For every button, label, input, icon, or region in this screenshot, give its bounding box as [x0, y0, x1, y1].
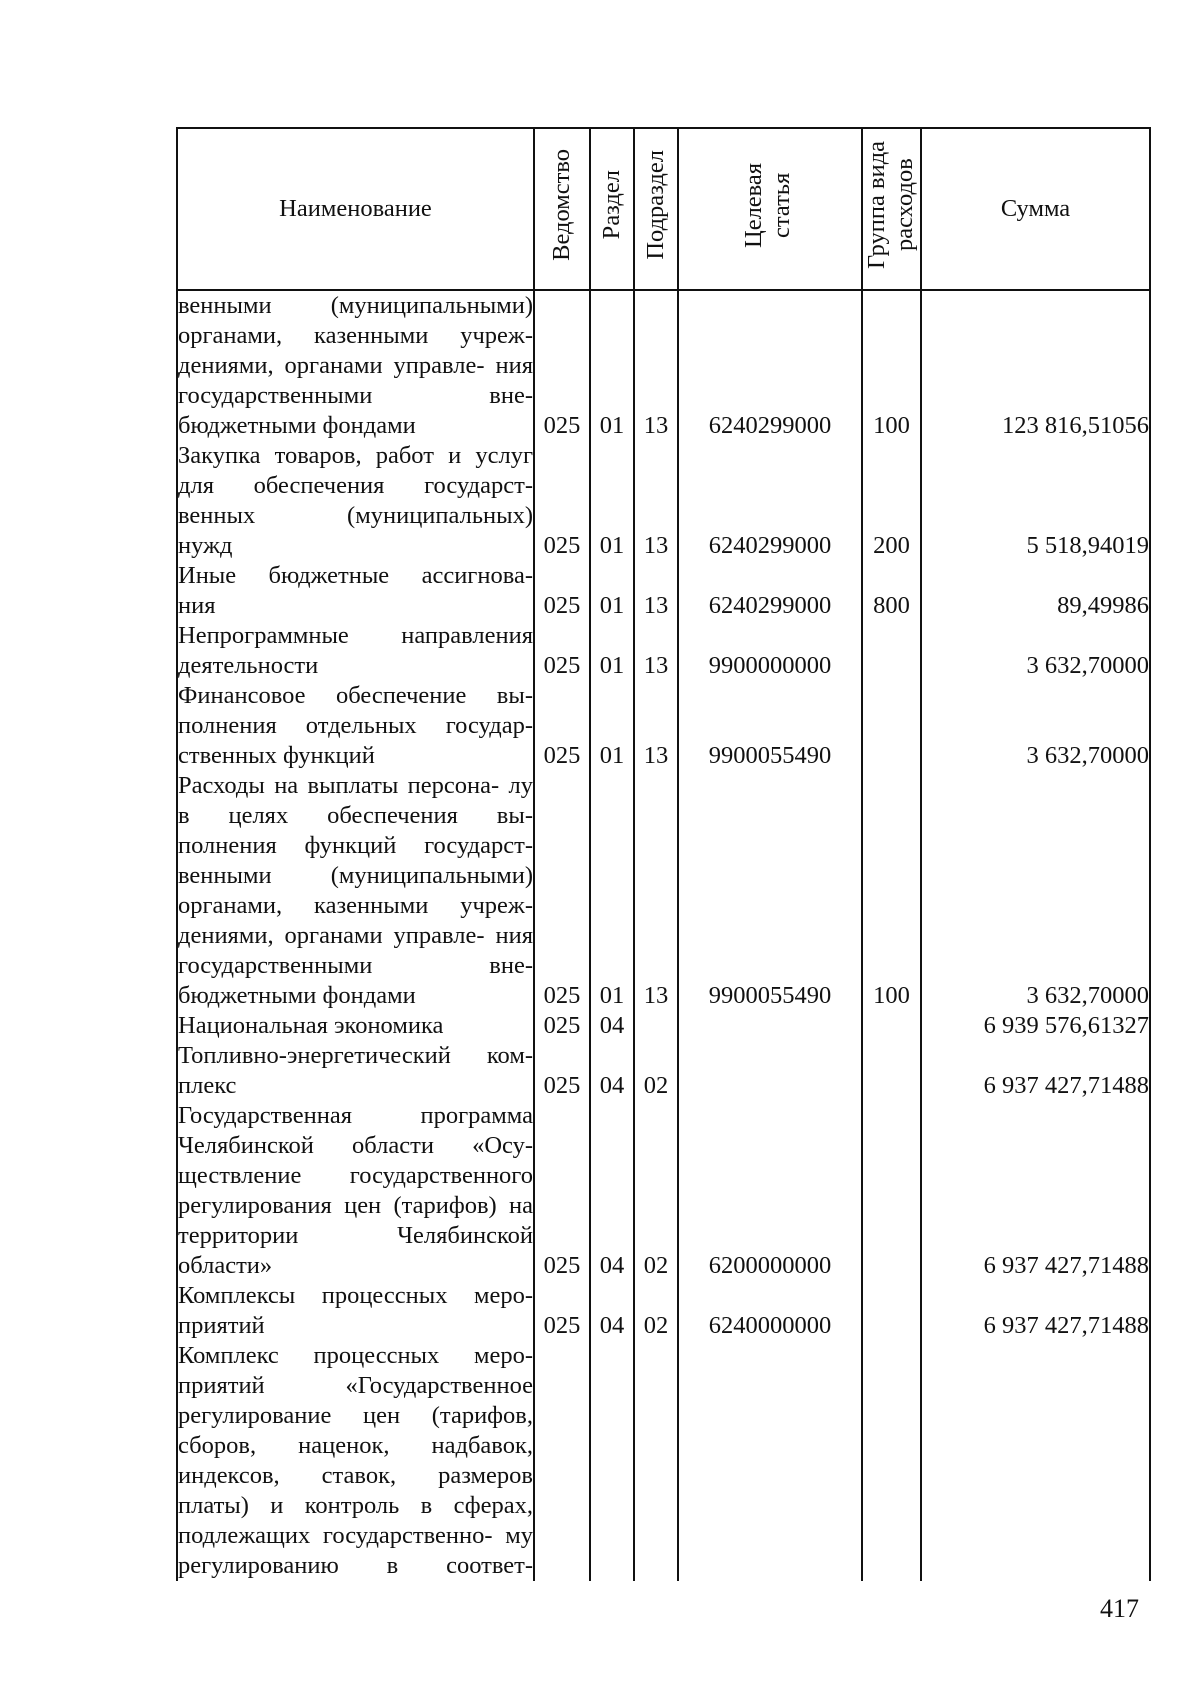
row-gruppa	[862, 1101, 921, 1281]
header-vedomstvo-label: Ведомство	[548, 149, 575, 261]
row-vedomstvo: 025	[534, 1281, 590, 1341]
row-name	[177, 681, 534, 771]
table-row	[177, 441, 1150, 561]
row-name	[177, 1341, 534, 1581]
row-name	[177, 290, 534, 441]
row-name-line: регулирование цен (тарифов,	[178, 1402, 533, 1429]
row-gruppa	[862, 1041, 921, 1101]
row-name-line: Челябинской области «Осу-	[178, 1132, 533, 1159]
row-summa: 123 816,51056	[921, 290, 1150, 441]
row-summa: 3 632,70000	[921, 621, 1150, 681]
row-gruppa	[862, 1011, 921, 1041]
row-name-line: приятий «Государственное	[178, 1372, 533, 1399]
row-podrazdel: 02	[634, 1041, 678, 1101]
row-name-line: бюджетными фондами	[178, 412, 416, 439]
row-vedomstvo: 025	[534, 561, 590, 621]
header-name: Наименование	[177, 128, 534, 290]
row-name-line: деятельности	[178, 652, 319, 679]
row-name-line: Иные бюджетные ассигнова-	[178, 562, 533, 589]
row-name	[177, 441, 534, 561]
row-name-line: ственных функций	[178, 742, 375, 769]
row-summa: 5 518,94019	[921, 441, 1150, 561]
row-gruppa	[862, 681, 921, 771]
row-gruppa	[862, 1281, 921, 1341]
header-gruppa	[862, 128, 921, 290]
row-celevaya	[678, 1011, 862, 1041]
row-vedomstvo	[534, 1341, 590, 1581]
row-name-line: области»	[178, 1252, 273, 1279]
row-name-line: индексов, ставок, размеров	[178, 1462, 533, 1489]
row-name	[177, 621, 534, 681]
table-row	[177, 771, 1150, 1011]
row-name-line: Непрограммные направления	[178, 622, 533, 649]
table-row	[177, 561, 1150, 621]
row-celevaya: 9900055490	[678, 681, 862, 771]
row-name-line: Закупка товаров, работ и услуг	[178, 442, 533, 469]
row-name-line: ния государственными вне-	[178, 922, 533, 979]
row-podrazdel: 13	[634, 441, 678, 561]
header-celevaya	[678, 128, 862, 290]
row-celevaya	[678, 1041, 862, 1101]
row-name-line: Государственная программа	[178, 1102, 533, 1129]
row-celevaya: 6240299000	[678, 441, 862, 561]
row-podrazdel: 13	[634, 771, 678, 1011]
table-row	[177, 681, 1150, 771]
row-name-line: платы) и контроль в сферах,	[178, 1492, 533, 1519]
row-gruppa: 100	[862, 771, 921, 1011]
row-summa: 3 632,70000	[921, 771, 1150, 1011]
row-name-line: полнения отдельных государ-	[178, 712, 533, 739]
row-vedomstvo: 025	[534, 290, 590, 441]
row-podrazdel: 13	[634, 681, 678, 771]
header-podrazdel-label: Подраздел	[642, 150, 669, 260]
row-name-line: подлежащих государственно-	[178, 1522, 493, 1549]
table-row	[177, 1281, 1150, 1341]
row-vedomstvo: 025	[534, 621, 590, 681]
row-vedomstvo: 025	[534, 771, 590, 1011]
row-name-line: Финансовое обеспечение вы-	[178, 682, 533, 709]
row-summa: 6 939 576,61327	[921, 1011, 1150, 1041]
row-celevaya	[678, 1341, 862, 1581]
row-razdel: 01	[590, 771, 634, 1011]
row-podrazdel: 13	[634, 621, 678, 681]
row-podrazdel	[634, 1341, 678, 1581]
table-row	[177, 1011, 1150, 1041]
row-vedomstvo: 025	[534, 681, 590, 771]
header-summa: Сумма	[921, 128, 1150, 290]
row-vedomstvo: 025	[534, 1011, 590, 1041]
row-name-line: Топливно-энергетический ком-	[178, 1042, 533, 1069]
row-name-line: регулирования цен (тарифов)	[178, 1192, 497, 1219]
row-gruppa: 800	[862, 561, 921, 621]
row-name-line: дениями, органами управле-	[178, 352, 485, 379]
row-celevaya: 9900055490	[678, 771, 862, 1011]
row-razdel: 04	[590, 1011, 634, 1041]
row-gruppa: 100	[862, 290, 921, 441]
row-name-line: венными (муниципальными)	[178, 862, 533, 889]
row-name-line: Расходы на выплаты персона-	[178, 772, 500, 799]
row-name-line: лу в целях обеспечения вы-	[178, 772, 534, 829]
table-row	[177, 1101, 1150, 1281]
row-razdel: 04	[590, 1281, 634, 1341]
row-name	[177, 1281, 534, 1341]
header-podrazdel	[634, 128, 678, 290]
row-name-line: органами, казенными учреж-	[178, 322, 533, 349]
row-name	[177, 1041, 534, 1101]
row-razdel	[590, 1341, 634, 1581]
row-name	[177, 1101, 534, 1281]
row-name-line: Комплекс процессных меро-	[178, 1342, 533, 1369]
budget-table	[176, 127, 1151, 1581]
row-razdel: 04	[590, 1041, 634, 1101]
row-celevaya: 6200000000	[678, 1101, 862, 1281]
row-name	[177, 561, 534, 621]
header-razdel-label: Раздел	[598, 170, 625, 240]
row-celevaya: 6240299000	[678, 290, 862, 441]
row-podrazdel: 02	[634, 1281, 678, 1341]
row-vedomstvo: 025	[534, 1101, 590, 1281]
row-summa: 6 937 427,71488	[921, 1041, 1150, 1101]
row-celevaya: 6240000000	[678, 1281, 862, 1341]
row-summa: 6 937 427,71488	[921, 1281, 1150, 1341]
row-name-line: ния государственными вне-	[178, 352, 533, 409]
row-name-line: венных (муниципальных)	[178, 502, 533, 529]
row-name-line: Комплексы процессных меро-	[178, 1282, 533, 1309]
table-row	[177, 1041, 1150, 1101]
row-celevaya: 6240299000	[678, 561, 862, 621]
table-row	[177, 621, 1150, 681]
row-summa: 89,49986	[921, 561, 1150, 621]
row-name-line: дениями, органами управле-	[178, 922, 485, 949]
header-celevaya-label: Целевая статья	[740, 162, 795, 248]
row-gruppa	[862, 1341, 921, 1581]
row-razdel: 01	[590, 561, 634, 621]
table-row	[177, 290, 1150, 441]
row-name-line: венными (муниципальными)	[178, 292, 533, 319]
row-name-line: бюджетными фондами	[178, 982, 416, 1009]
header-razdel	[590, 128, 634, 290]
row-name-line: органами, казенными учреж-	[178, 892, 533, 919]
row-vedomstvo: 025	[534, 1041, 590, 1101]
row-podrazdel	[634, 1011, 678, 1041]
row-name-line: Национальная экономика	[178, 1012, 444, 1039]
row-celevaya: 9900000000	[678, 621, 862, 681]
row-razdel: 01	[590, 621, 634, 681]
row-razdel: 01	[590, 681, 634, 771]
row-name-line: плекс	[178, 1072, 237, 1099]
row-name-line: сборов, наценок, надбавок,	[178, 1432, 533, 1459]
row-razdel: 04	[590, 1101, 634, 1281]
row-name	[177, 771, 534, 1011]
row-summa	[921, 1341, 1150, 1581]
row-name-line: приятий	[178, 1312, 265, 1339]
row-podrazdel: 13	[634, 290, 678, 441]
row-summa: 6 937 427,71488	[921, 1101, 1150, 1281]
table-row	[177, 1341, 1150, 1581]
row-gruppa	[862, 621, 921, 681]
header-gruppa-label: Группа вида расходов	[863, 140, 918, 270]
row-razdel: 01	[590, 290, 634, 441]
row-podrazdel: 13	[634, 561, 678, 621]
row-summa: 3 632,70000	[921, 681, 1150, 771]
row-gruppa: 200	[862, 441, 921, 561]
row-name-line: му регулированию в соответ-	[178, 1522, 533, 1579]
row-name-line: ния	[178, 592, 216, 619]
row-name	[177, 1011, 534, 1041]
row-name-line: ществление государственного	[178, 1162, 533, 1189]
row-vedomstvo: 025	[534, 441, 590, 561]
row-razdel: 01	[590, 441, 634, 561]
row-podrazdel: 02	[634, 1101, 678, 1281]
row-name-line: на территории Челябинской	[178, 1192, 533, 1249]
page-number: 417	[1100, 1594, 1139, 1623]
row-name-line: нужд	[178, 532, 233, 559]
row-name-line: полнения функций государст-	[178, 832, 533, 859]
table-header	[177, 128, 1150, 290]
row-name-line: для обеспечения государст-	[178, 472, 533, 499]
header-vedomstvo	[534, 128, 590, 290]
table-body	[177, 290, 1150, 1581]
